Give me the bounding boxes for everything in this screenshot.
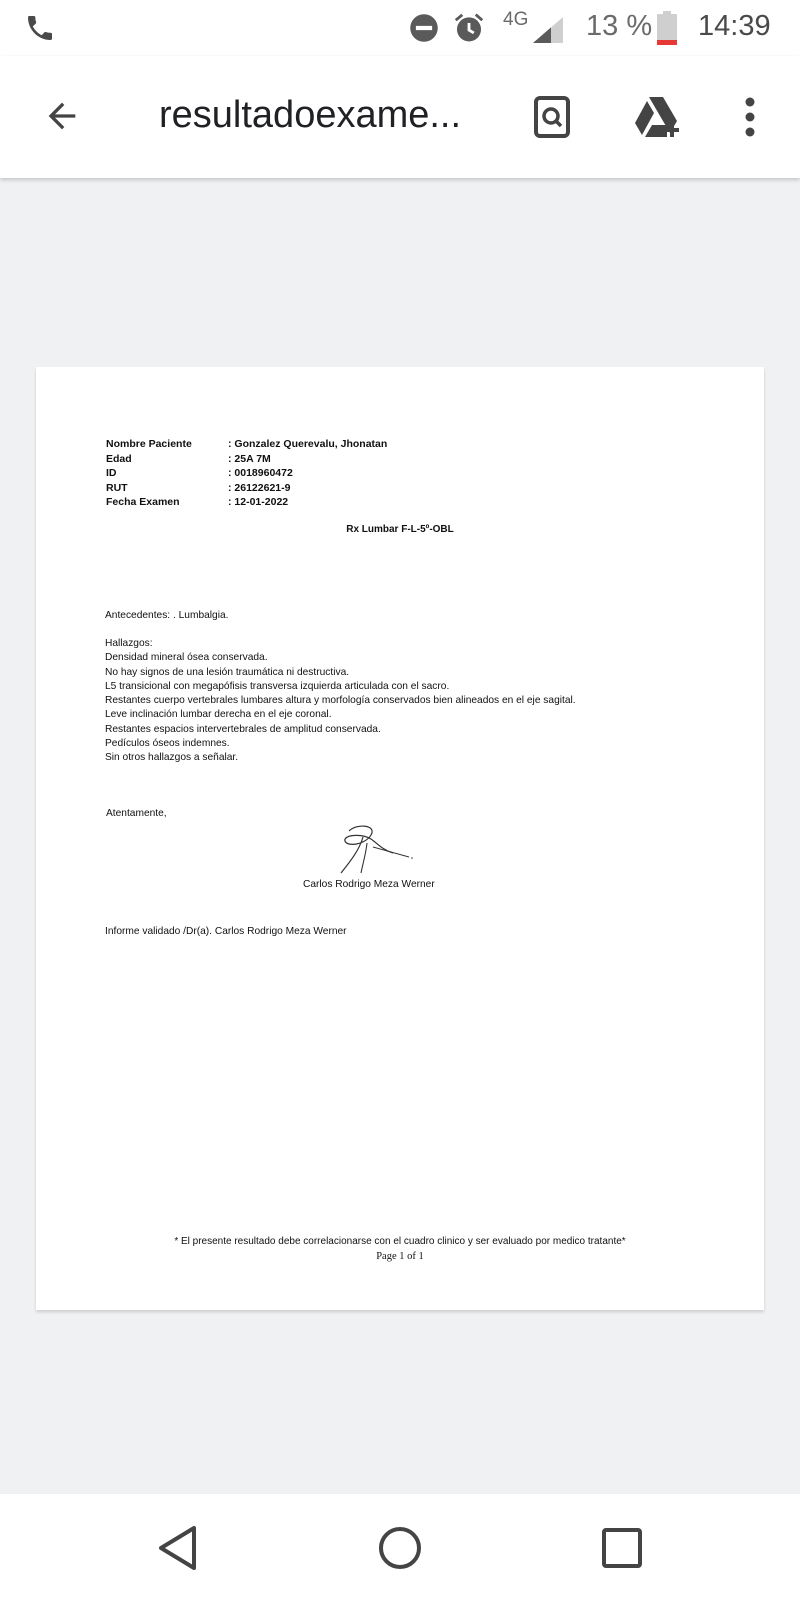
alarm-icon — [452, 11, 486, 45]
battery-icon — [657, 11, 677, 45]
document-title: resultadoexame... — [159, 94, 462, 136]
back-button[interactable] — [36, 90, 88, 142]
nav-home-button[interactable] — [370, 1518, 430, 1578]
finding-line: Restantes cuerpo vertebrales lumbares altura y morfología conservados bien alineados en el eje sagital. — [105, 695, 576, 707]
add-to-drive-button[interactable] — [630, 92, 688, 142]
finding-line: Pedículos óseos indemnes. — [105, 738, 230, 750]
antecedentes: Antecedentes: . Lumbalgia. — [105, 610, 229, 621]
battery-percent: 13 % — [586, 10, 653, 42]
page-number: Page 1 of 1 — [376, 1251, 424, 1262]
findings-heading: Hallazgos: — [105, 638, 153, 649]
phone-icon — [24, 12, 56, 44]
app-bar — [0, 56, 800, 178]
finding-line: Restantes espacios intervertebrales de amplitud conservada. — [105, 723, 381, 735]
signal-icon — [533, 17, 563, 43]
finding-line: L5 transicional con megapófisis transversa izquierda articulada con el sacro. — [105, 680, 450, 692]
back-arrow-icon — [42, 96, 82, 136]
navigation-bar — [0, 1494, 800, 1600]
footer-note: * El presente resultado debe correlacionarse con el cuadro clinico y ser evaluado por medico tratante* — [174, 1236, 626, 1247]
findings — [105, 637, 576, 766]
clock: 14:39 — [698, 10, 771, 42]
search-in-document-icon — [533, 95, 571, 139]
nav-back-button[interactable] — [148, 1518, 208, 1578]
status-bar — [0, 0, 800, 56]
back-triangle-icon — [156, 1524, 200, 1572]
signature — [319, 821, 419, 881]
do-not-disturb-icon — [409, 13, 439, 43]
finding-line: Sin otros hallazgos a señalar. — [105, 752, 239, 764]
home-circle-icon — [376, 1524, 424, 1572]
closing: Atentamente, — [106, 808, 167, 819]
add-to-drive-icon — [633, 95, 685, 139]
document-page — [36, 367, 764, 1310]
validated-by: Informe validado /Dr(a). Carlos Rodrigo Meza Werner — [105, 926, 347, 937]
finding-line: Densidad mineral ósea conservada. — [105, 652, 268, 664]
more-vert-icon — [744, 97, 756, 137]
network-type: 4G — [503, 9, 529, 30]
search-in-document-button[interactable] — [527, 92, 577, 142]
patient-row: Nombre Paciente : Gonzalez Querevalu, Jhonatan — [106, 438, 388, 450]
patient-row: ID : 0018960472 — [106, 467, 293, 479]
nav-recents-button[interactable] — [592, 1518, 652, 1578]
finding-line: Leve inclinación lumbar derecha en el eje coronal. — [105, 709, 332, 721]
signer-name: Carlos Rodrigo Meza Werner — [303, 879, 435, 890]
more-options-button[interactable] — [730, 92, 770, 142]
patient-row: Edad : 25A 7M — [106, 452, 271, 465]
patient-row: Fecha Examen : 12-01-2022 — [106, 496, 289, 508]
patient-info — [106, 437, 387, 510]
exam-title: Rx Lumbar F-L-5º-OBL — [346, 524, 454, 535]
finding-line: No hay signos de una lesión traumática ni destructiva. — [105, 666, 350, 678]
patient-row: RUT : 26122621-9 — [106, 481, 291, 494]
recents-square-icon — [600, 1526, 644, 1570]
